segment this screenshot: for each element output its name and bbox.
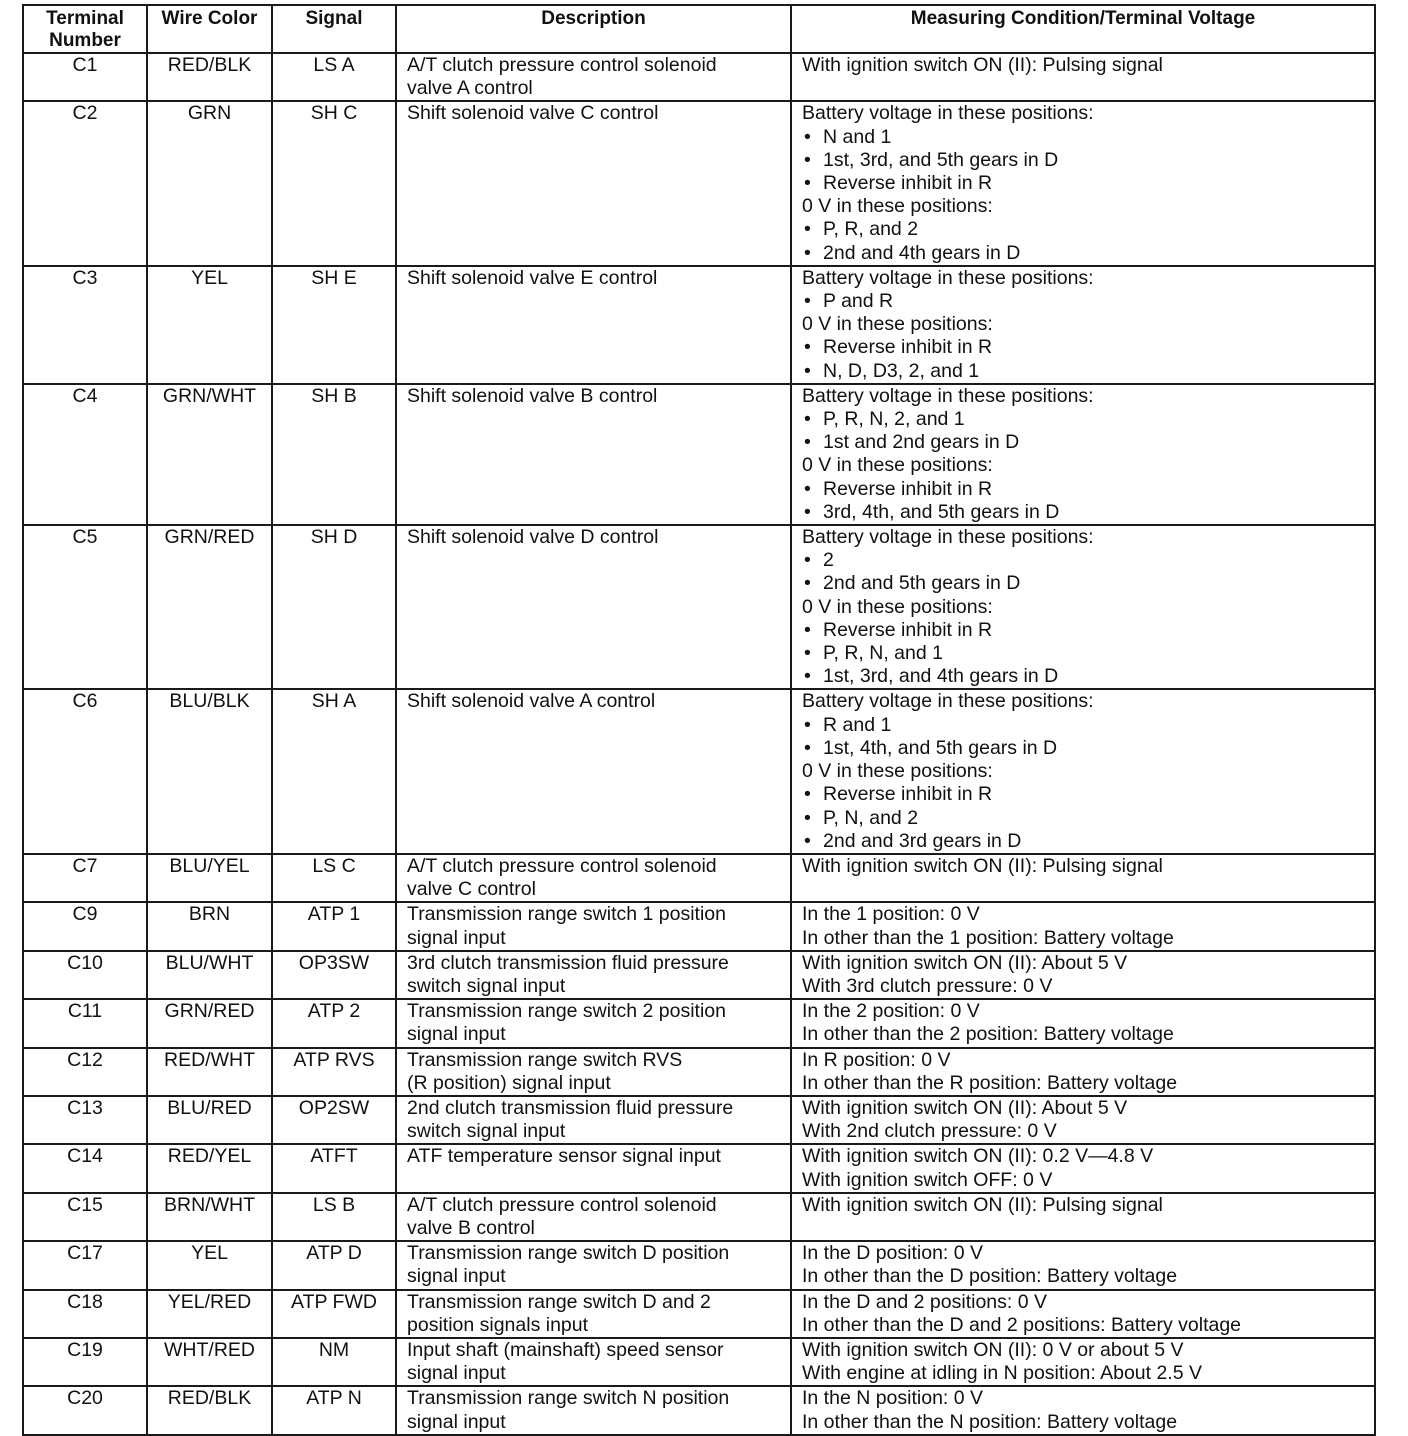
condition-bullet-item: • Reverse inhibit in R: [802, 336, 1368, 359]
signal-cell: ATP D: [272, 1241, 396, 1289]
condition-bullet-item: • 1st and 2nd gears in D: [802, 431, 1368, 454]
terminal-number-cell: C10: [23, 951, 147, 999]
signal-cell: SH A: [272, 689, 396, 853]
measuring-condition-cell: [791, 266, 1375, 384]
description-line: A/T clutch pressure control solenoid: [407, 54, 717, 76]
condition-line: With ignition switch ON (II): About 5 V: [802, 951, 1128, 974]
condition-bullet-item: • 2nd and 3rd gears in D: [802, 830, 1368, 853]
terminal-number-cell: C7: [23, 854, 147, 902]
description-line: Transmission range switch N position: [407, 1387, 730, 1410]
description-cell: [396, 1338, 791, 1386]
signal-cell: ATP FWD: [272, 1290, 396, 1338]
description-line: Shift solenoid valve B control: [407, 384, 658, 407]
condition-line: 0 V in these positions:: [802, 313, 993, 336]
description-line: signal input: [407, 1023, 506, 1046]
terminal-number-cell: C3: [23, 266, 147, 384]
terminal-number-cell: C1: [23, 53, 147, 101]
wire-color-cell: GRN/RED: [147, 525, 272, 689]
condition-line: 0 V in these positions:: [802, 595, 993, 618]
condition-line: In the N position: 0 V: [802, 1387, 984, 1410]
condition-line: In the 1 position: 0 V: [802, 903, 980, 926]
condition-line: 0 V in these positions:: [802, 195, 993, 218]
condition-bullet-item: • N and 1: [802, 126, 1368, 149]
condition-bullet-item: • Reverse inhibit in R: [802, 783, 1368, 806]
signal-cell: OP3SW: [272, 951, 396, 999]
description-line: Transmission range switch 1 position: [407, 903, 726, 926]
signal-cell: ATP RVS: [272, 1048, 396, 1096]
condition-line: With 3rd clutch pressure: 0 V: [802, 974, 1053, 997]
table-row: [23, 53, 1375, 101]
table-body: [23, 53, 1375, 1435]
condition-bullet-item: • Reverse inhibit in R: [802, 478, 1368, 501]
measuring-condition-cell: [791, 1048, 1375, 1096]
condition-line: With ignition switch ON (II): Pulsing signal: [802, 1193, 1163, 1216]
table-row: [23, 689, 1375, 853]
condition-line: Battery voltage in these positions:: [802, 266, 1094, 289]
wire-color-cell: BLU/BLK: [147, 689, 272, 853]
measuring-condition-cell: [791, 951, 1375, 999]
table-row: [23, 1338, 1375, 1386]
description-line: Shift solenoid valve C control: [407, 102, 659, 125]
description-cell: [396, 101, 791, 265]
wire-color-cell: RED/YEL: [147, 1144, 272, 1192]
condition-bullet-item: • 2: [802, 549, 1368, 572]
measuring-condition-cell: [791, 1290, 1375, 1338]
condition-line: 0 V in these positions:: [802, 454, 993, 477]
condition-bullet-item: • Reverse inhibit in R: [802, 619, 1368, 642]
condition-line: With ignition switch ON (II): About 5 V: [802, 1096, 1128, 1119]
measuring-condition-cell: [791, 53, 1375, 101]
header-measuring-condition: Measuring Condition/Terminal Voltage: [791, 5, 1375, 53]
condition-line: In other than the 2 position: Battery voltage: [802, 1023, 1174, 1046]
signal-cell: LS B: [272, 1193, 396, 1241]
condition-line: With 2nd clutch pressure: 0 V: [802, 1120, 1057, 1143]
wire-color-cell: YEL: [147, 1241, 272, 1289]
terminal-voltage-table: [22, 4, 1376, 1436]
wire-color-cell: WHT/RED: [147, 1338, 272, 1386]
table-row: [23, 1193, 1375, 1241]
description-cell: [396, 1193, 791, 1241]
condition-line: With ignition switch ON (II): Pulsing signal: [802, 854, 1163, 877]
condition-line: Battery voltage in these positions:: [802, 526, 1094, 549]
condition-bullet-item: • 2nd and 5th gears in D: [802, 572, 1368, 595]
signal-cell: NM: [272, 1338, 396, 1386]
description-line: position signals input: [407, 1313, 589, 1336]
description-line: signal input: [407, 1362, 506, 1385]
condition-bullet-item: • 1st, 3rd, and 4th gears in D: [802, 665, 1368, 688]
description-line: 2nd clutch transmission fluid pressure: [407, 1096, 734, 1119]
terminal-number-cell: C18: [23, 1290, 147, 1338]
signal-cell: ATP N: [272, 1386, 396, 1434]
description-cell: [396, 384, 791, 525]
table-row: [23, 384, 1375, 525]
table-row: [23, 999, 1375, 1047]
signal-cell: SH D: [272, 525, 396, 689]
condition-line: With ignition switch OFF: 0 V: [802, 1168, 1053, 1191]
signal-cell: ATFT: [272, 1144, 396, 1192]
description-line: Shift solenoid valve D control: [407, 526, 659, 549]
terminal-number-cell: C17: [23, 1241, 147, 1289]
terminal-number-cell: C4: [23, 384, 147, 525]
terminal-number-cell: C5: [23, 525, 147, 689]
table-row: [23, 101, 1375, 265]
measuring-condition-cell: [791, 689, 1375, 853]
condition-line: Battery voltage in these positions:: [802, 102, 1094, 125]
measuring-condition-cell: [791, 101, 1375, 265]
description-line: valve C control: [407, 878, 536, 901]
header-wire-color: Wire Color: [147, 5, 272, 53]
measuring-condition-cell: [791, 1144, 1375, 1192]
wire-color-cell: BRN: [147, 902, 272, 950]
table-row: [23, 902, 1375, 950]
signal-cell: SH E: [272, 266, 396, 384]
condition-line: With ignition switch ON (II): Pulsing signal: [802, 54, 1163, 76]
description-cell: [396, 854, 791, 902]
condition-bullet-item: • 3rd, 4th, and 5th gears in D: [802, 501, 1368, 524]
terminal-number-cell: C9: [23, 902, 147, 950]
condition-line: In other than the N position: Battery voltage: [802, 1410, 1178, 1433]
table-row: [23, 1290, 1375, 1338]
signal-cell: ATP 1: [272, 902, 396, 950]
description-cell: [396, 53, 791, 101]
condition-bullet-item: • P, R, N, 2, and 1: [802, 408, 1368, 431]
description-line: Shift solenoid valve E control: [407, 266, 658, 289]
signal-cell: LS A: [272, 53, 396, 101]
table-row: [23, 951, 1375, 999]
description-cell: [396, 525, 791, 689]
condition-line: In the D position: 0 V: [802, 1242, 984, 1265]
description-line: valve B control: [407, 1216, 535, 1239]
header-terminal-line-2: Number: [49, 30, 121, 51]
wire-color-cell: GRN/WHT: [147, 384, 272, 525]
description-cell: [396, 1386, 791, 1434]
description-line: switch signal input: [407, 1120, 566, 1143]
description-cell: [396, 1144, 791, 1192]
terminal-number-cell: C11: [23, 999, 147, 1047]
table-header-row: [23, 5, 1375, 53]
table-row: [23, 1386, 1375, 1434]
measuring-condition-cell: [791, 1241, 1375, 1289]
wire-color-cell: BLU/WHT: [147, 951, 272, 999]
terminal-number-cell: C6: [23, 689, 147, 853]
description-line: Shift solenoid valve A control: [407, 690, 656, 713]
wire-color-cell: GRN/RED: [147, 999, 272, 1047]
measuring-condition-cell: [791, 902, 1375, 950]
condition-line: In the D and 2 positions: 0 V: [802, 1290, 1047, 1313]
measuring-condition-cell: [791, 384, 1375, 525]
terminal-table-container: [22, 4, 1374, 1436]
table-row: [23, 525, 1375, 689]
condition-bullet-item: • P, R, N, and 1: [802, 642, 1368, 665]
description-cell: [396, 999, 791, 1047]
condition-line: In the 2 position: 0 V: [802, 1000, 980, 1023]
terminal-number-cell: C14: [23, 1144, 147, 1192]
terminal-number-cell: C13: [23, 1096, 147, 1144]
description-line: Transmission range switch D position: [407, 1242, 730, 1265]
condition-bullet-item: • R and 1: [802, 714, 1368, 737]
table-row: [23, 1144, 1375, 1192]
terminal-number-cell: C2: [23, 101, 147, 265]
condition-line: Battery voltage in these positions:: [802, 690, 1094, 713]
header-terminal-line-1: Terminal: [46, 8, 124, 29]
description-cell: [396, 266, 791, 384]
condition-bullet-item: • Reverse inhibit in R: [802, 172, 1368, 195]
table-row: [23, 854, 1375, 902]
wire-color-cell: BRN/WHT: [147, 1193, 272, 1241]
description-cell: [396, 1096, 791, 1144]
terminal-number-cell: C12: [23, 1048, 147, 1096]
condition-line: 0 V in these positions:: [802, 760, 993, 783]
table-row: [23, 1048, 1375, 1096]
description-cell: [396, 1290, 791, 1338]
condition-bullet-item: • N, D, D3, 2, and 1: [802, 360, 1368, 383]
description-cell: [396, 1241, 791, 1289]
condition-line: With engine at idling in N position: About 2.5 V: [802, 1362, 1202, 1385]
description-line: A/T clutch pressure control solenoid: [407, 854, 717, 877]
condition-line: With ignition switch ON (II): 0.2 V—4.8 V: [802, 1145, 1154, 1168]
measuring-condition-cell: [791, 1338, 1375, 1386]
condition-bullet-item: • P, R, and 2: [802, 218, 1368, 241]
description-line: signal input: [407, 926, 506, 949]
condition-line: In other than the R position: Battery voltage: [802, 1071, 1178, 1094]
table-row: [23, 1096, 1375, 1144]
table-row: [23, 266, 1375, 384]
description-line: Transmission range switch RVS: [407, 1048, 683, 1071]
description-cell: [396, 951, 791, 999]
description-cell: [396, 902, 791, 950]
description-line: switch signal input: [407, 974, 566, 997]
header-terminal-number: [23, 5, 147, 53]
signal-cell: OP2SW: [272, 1096, 396, 1144]
wire-color-cell: RED/BLK: [147, 53, 272, 101]
terminal-number-cell: C15: [23, 1193, 147, 1241]
condition-line: In other than the D and 2 positions: Battery voltage: [802, 1313, 1242, 1336]
wire-color-cell: YEL/RED: [147, 1290, 272, 1338]
description-line: valve A control: [407, 77, 533, 100]
measuring-condition-cell: [791, 1386, 1375, 1434]
terminal-number-cell: C19: [23, 1338, 147, 1386]
condition-line: In R position: 0 V: [802, 1048, 951, 1071]
wire-color-cell: RED/WHT: [147, 1048, 272, 1096]
condition-line: Battery voltage in these positions:: [802, 384, 1094, 407]
description-line: (R position) signal input: [407, 1071, 611, 1094]
signal-cell: SH C: [272, 101, 396, 265]
description-cell: [396, 1048, 791, 1096]
header-signal: Signal: [272, 5, 396, 53]
wire-color-cell: BLU/RED: [147, 1096, 272, 1144]
condition-bullet-item: • P, N, and 2: [802, 807, 1368, 830]
wire-color-cell: YEL: [147, 266, 272, 384]
wire-color-cell: RED/BLK: [147, 1386, 272, 1434]
header-description: Description: [396, 5, 791, 53]
wire-color-cell: BLU/YEL: [147, 854, 272, 902]
condition-line: In other than the 1 position: Battery voltage: [802, 926, 1174, 949]
measuring-condition-cell: [791, 999, 1375, 1047]
condition-bullet-item: • P and R: [802, 290, 1368, 313]
description-line: Transmission range switch D and 2: [407, 1290, 711, 1313]
wire-color-cell: GRN: [147, 101, 272, 265]
description-cell: [396, 689, 791, 853]
signal-cell: LS C: [272, 854, 396, 902]
condition-line: With ignition switch ON (II): 0 V or about 5 V: [802, 1338, 1184, 1361]
condition-bullet-item: • 1st, 3rd, and 5th gears in D: [802, 149, 1368, 172]
terminal-number-cell: C20: [23, 1386, 147, 1434]
condition-bullet-item: • 2nd and 4th gears in D: [802, 242, 1368, 265]
description-line: A/T clutch pressure control solenoid: [407, 1193, 717, 1216]
description-line: Transmission range switch 2 position: [407, 1000, 726, 1023]
signal-cell: SH B: [272, 384, 396, 525]
description-line: signal input: [407, 1410, 506, 1433]
measuring-condition-cell: [791, 1096, 1375, 1144]
description-line: 3rd clutch transmission fluid pressure: [407, 951, 729, 974]
measuring-condition-cell: [791, 525, 1375, 689]
measuring-condition-cell: [791, 1193, 1375, 1241]
condition-line: In other than the D position: Battery voltage: [802, 1265, 1178, 1288]
description-line: Input shaft (mainshaft) speed sensor: [407, 1338, 724, 1361]
description-line: ATF temperature sensor signal input: [407, 1145, 721, 1168]
measuring-condition-cell: [791, 854, 1375, 902]
table-row: [23, 1241, 1375, 1289]
signal-cell: ATP 2: [272, 999, 396, 1047]
condition-bullet-item: • 1st, 4th, and 5th gears in D: [802, 737, 1368, 760]
description-line: signal input: [407, 1265, 506, 1288]
